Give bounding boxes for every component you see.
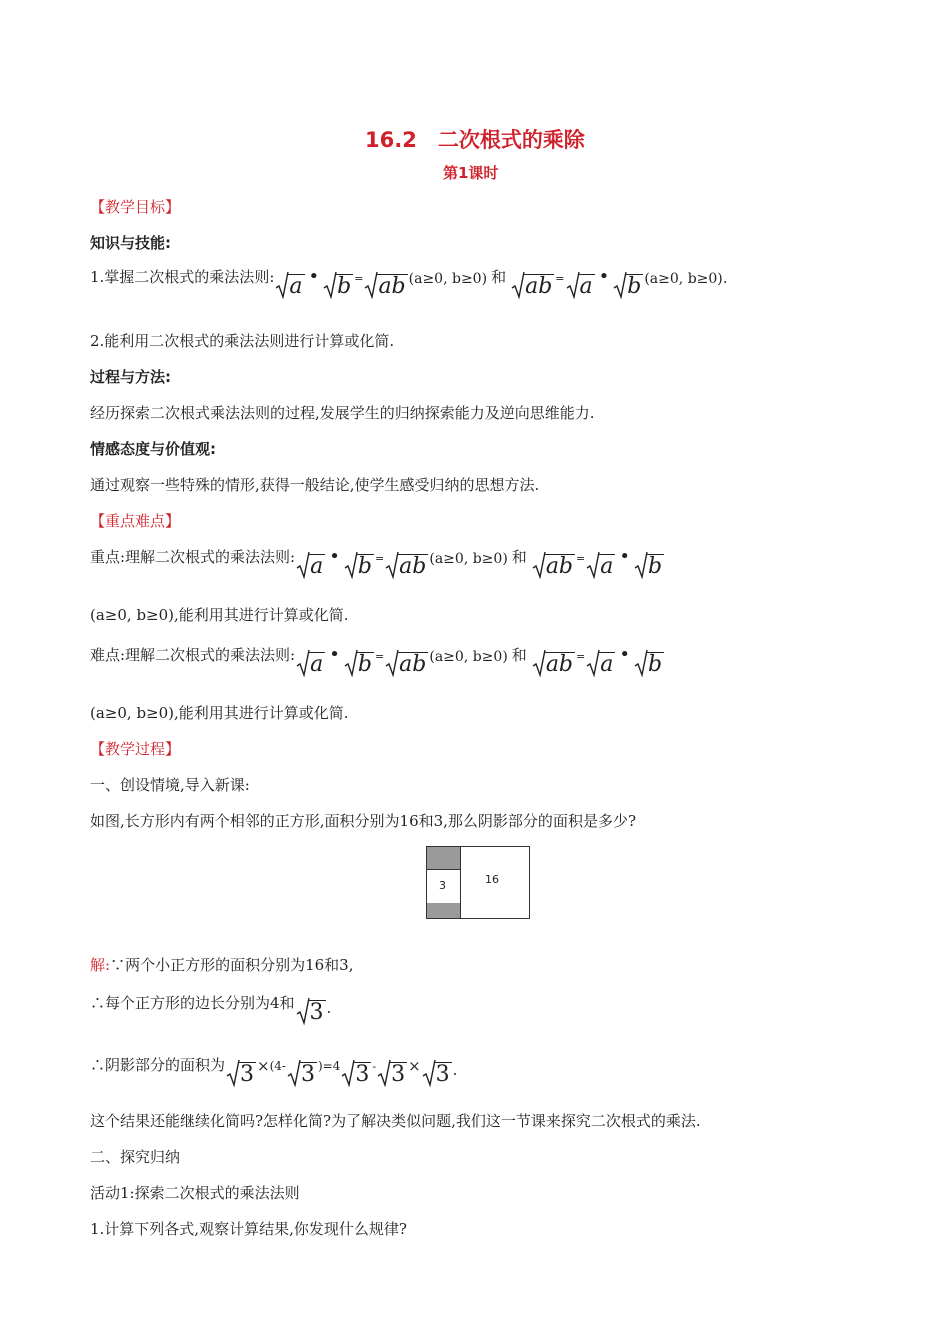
- solution-label: 解:: [90, 956, 111, 974]
- process-heading: 【教学过程】: [90, 740, 181, 758]
- sqrt-ab: ab: [532, 649, 575, 677]
- process-method-heading: 过程与方法:: [90, 368, 171, 386]
- step-1: 一、创设情境,导入新课:: [90, 776, 250, 794]
- key-point-suffix: (a≥0, b≥0),能利用其进行计算或化简.: [90, 606, 349, 624]
- sqrt-b: b: [634, 649, 664, 677]
- sqrt-ab: ab: [385, 551, 428, 579]
- sqrt-ab: ab: [385, 649, 428, 677]
- hard-point: 难点:理解二次根式的乘法法则: a • b = ab (a≥0, b≥0) 和 ab = a • b: [90, 644, 663, 677]
- lesson-subtitle: 第1课时: [443, 164, 499, 182]
- large-square-label: 16: [485, 873, 499, 886]
- key-point: 重点:理解二次根式的乘法法则: a • b = ab (a≥0, b≥0) 和 ab = a • b: [90, 546, 663, 579]
- hard-point-suffix: (a≥0, b≥0),能利用其进行计算或化简.: [90, 704, 349, 722]
- sqrt-a: a: [566, 271, 595, 299]
- sqrt-3: 3: [341, 1059, 371, 1087]
- sqrt-b: b: [634, 551, 664, 579]
- goals-heading: 【教学目标】: [90, 198, 181, 216]
- sqrt-ab: ab: [511, 271, 554, 299]
- page-title: 16.2 二次根式的乘除: [365, 128, 585, 152]
- keypoints-heading: 【重点难点】: [90, 512, 181, 530]
- condition: (a≥0, b≥0): [429, 551, 508, 567]
- sqrt-ab: ab: [532, 551, 575, 579]
- sqrt-ab: ab: [364, 271, 407, 299]
- goal-item-1: 1.掌握二次根式的乘法法则: a • b = ab (a≥0, b≥0) 和 ab = a • b (a≥0, b≥0) .: [90, 266, 728, 299]
- process-method-text: 经历探索二次根式乘法法则的过程,发展学生的归纳探索能力及逆向思维能力.: [90, 404, 595, 422]
- sqrt-a: a: [296, 551, 325, 579]
- solution-line-2: ∴每个正方形的边长分别为4和 3 .: [90, 994, 332, 1025]
- hard-point-text: 难点:理解二次根式的乘法法则:: [90, 646, 296, 664]
- step-2: 二、探究归纳: [90, 1148, 181, 1166]
- sqrt-b: b: [344, 649, 374, 677]
- small-square-label: 3: [439, 879, 446, 892]
- sqrt-3: 3: [422, 1059, 452, 1087]
- sqrt-3: 3: [296, 997, 326, 1025]
- knowledge-heading: 知识与技能:: [90, 234, 171, 252]
- goal-item-2: 2.能利用二次根式的乘法法则进行计算或化简.: [90, 332, 395, 350]
- sqrt-3: 3: [377, 1059, 407, 1087]
- sqrt-b: b: [323, 271, 353, 299]
- question: 如图,长方形内有两个相邻的正方形,面积分别为16和3,那么阴影部分的面积是多少?: [90, 812, 636, 830]
- sqrt-3: 3: [287, 1059, 317, 1087]
- sqrt-a: a: [275, 271, 304, 299]
- shaded-region-bottom: [427, 903, 461, 918]
- condition: (a≥0, b≥0): [644, 271, 723, 287]
- follow-up-text: 这个结果还能继续化简吗?怎样化简?为了解决类似问题,我们这一节课来探究二次根式的乘法.: [90, 1112, 701, 1130]
- shaded-region-top: [427, 847, 461, 869]
- task-1: 1.计算下列各式,观察计算结果,你发现什么规律?: [90, 1220, 407, 1238]
- sqrt-a: a: [586, 649, 615, 677]
- condition: (a≥0, b≥0): [408, 271, 488, 287]
- condition: (a≥0, b≥0): [429, 649, 508, 665]
- goal-item-1-text: 1.掌握二次根式的乘法法则:: [90, 268, 275, 286]
- emotion-text: 通过观察一些特殊的情形,获得一般结论,使学生感受归纳的思想方法.: [90, 476, 540, 494]
- solution-line-1: 解:∵两个小正方形的面积分别为16和3,: [90, 956, 354, 974]
- sqrt-a: a: [296, 649, 325, 677]
- sqrt-b: b: [613, 271, 643, 299]
- solution-line-3: ∴阴影部分的面积为 3 × (4- 3 )=4 3 - 3 × 3 .: [90, 1056, 458, 1087]
- emotion-heading: 情感态度与价值观:: [90, 440, 216, 458]
- rectangle-diagram: [426, 846, 530, 919]
- sqrt-b: b: [344, 551, 374, 579]
- sqrt-a: a: [586, 551, 615, 579]
- sqrt-3: 3: [226, 1059, 256, 1087]
- key-point-text: 重点:理解二次根式的乘法法则:: [90, 548, 296, 566]
- activity-1: 活动1:探索二次根式的乘法法则: [90, 1184, 300, 1202]
